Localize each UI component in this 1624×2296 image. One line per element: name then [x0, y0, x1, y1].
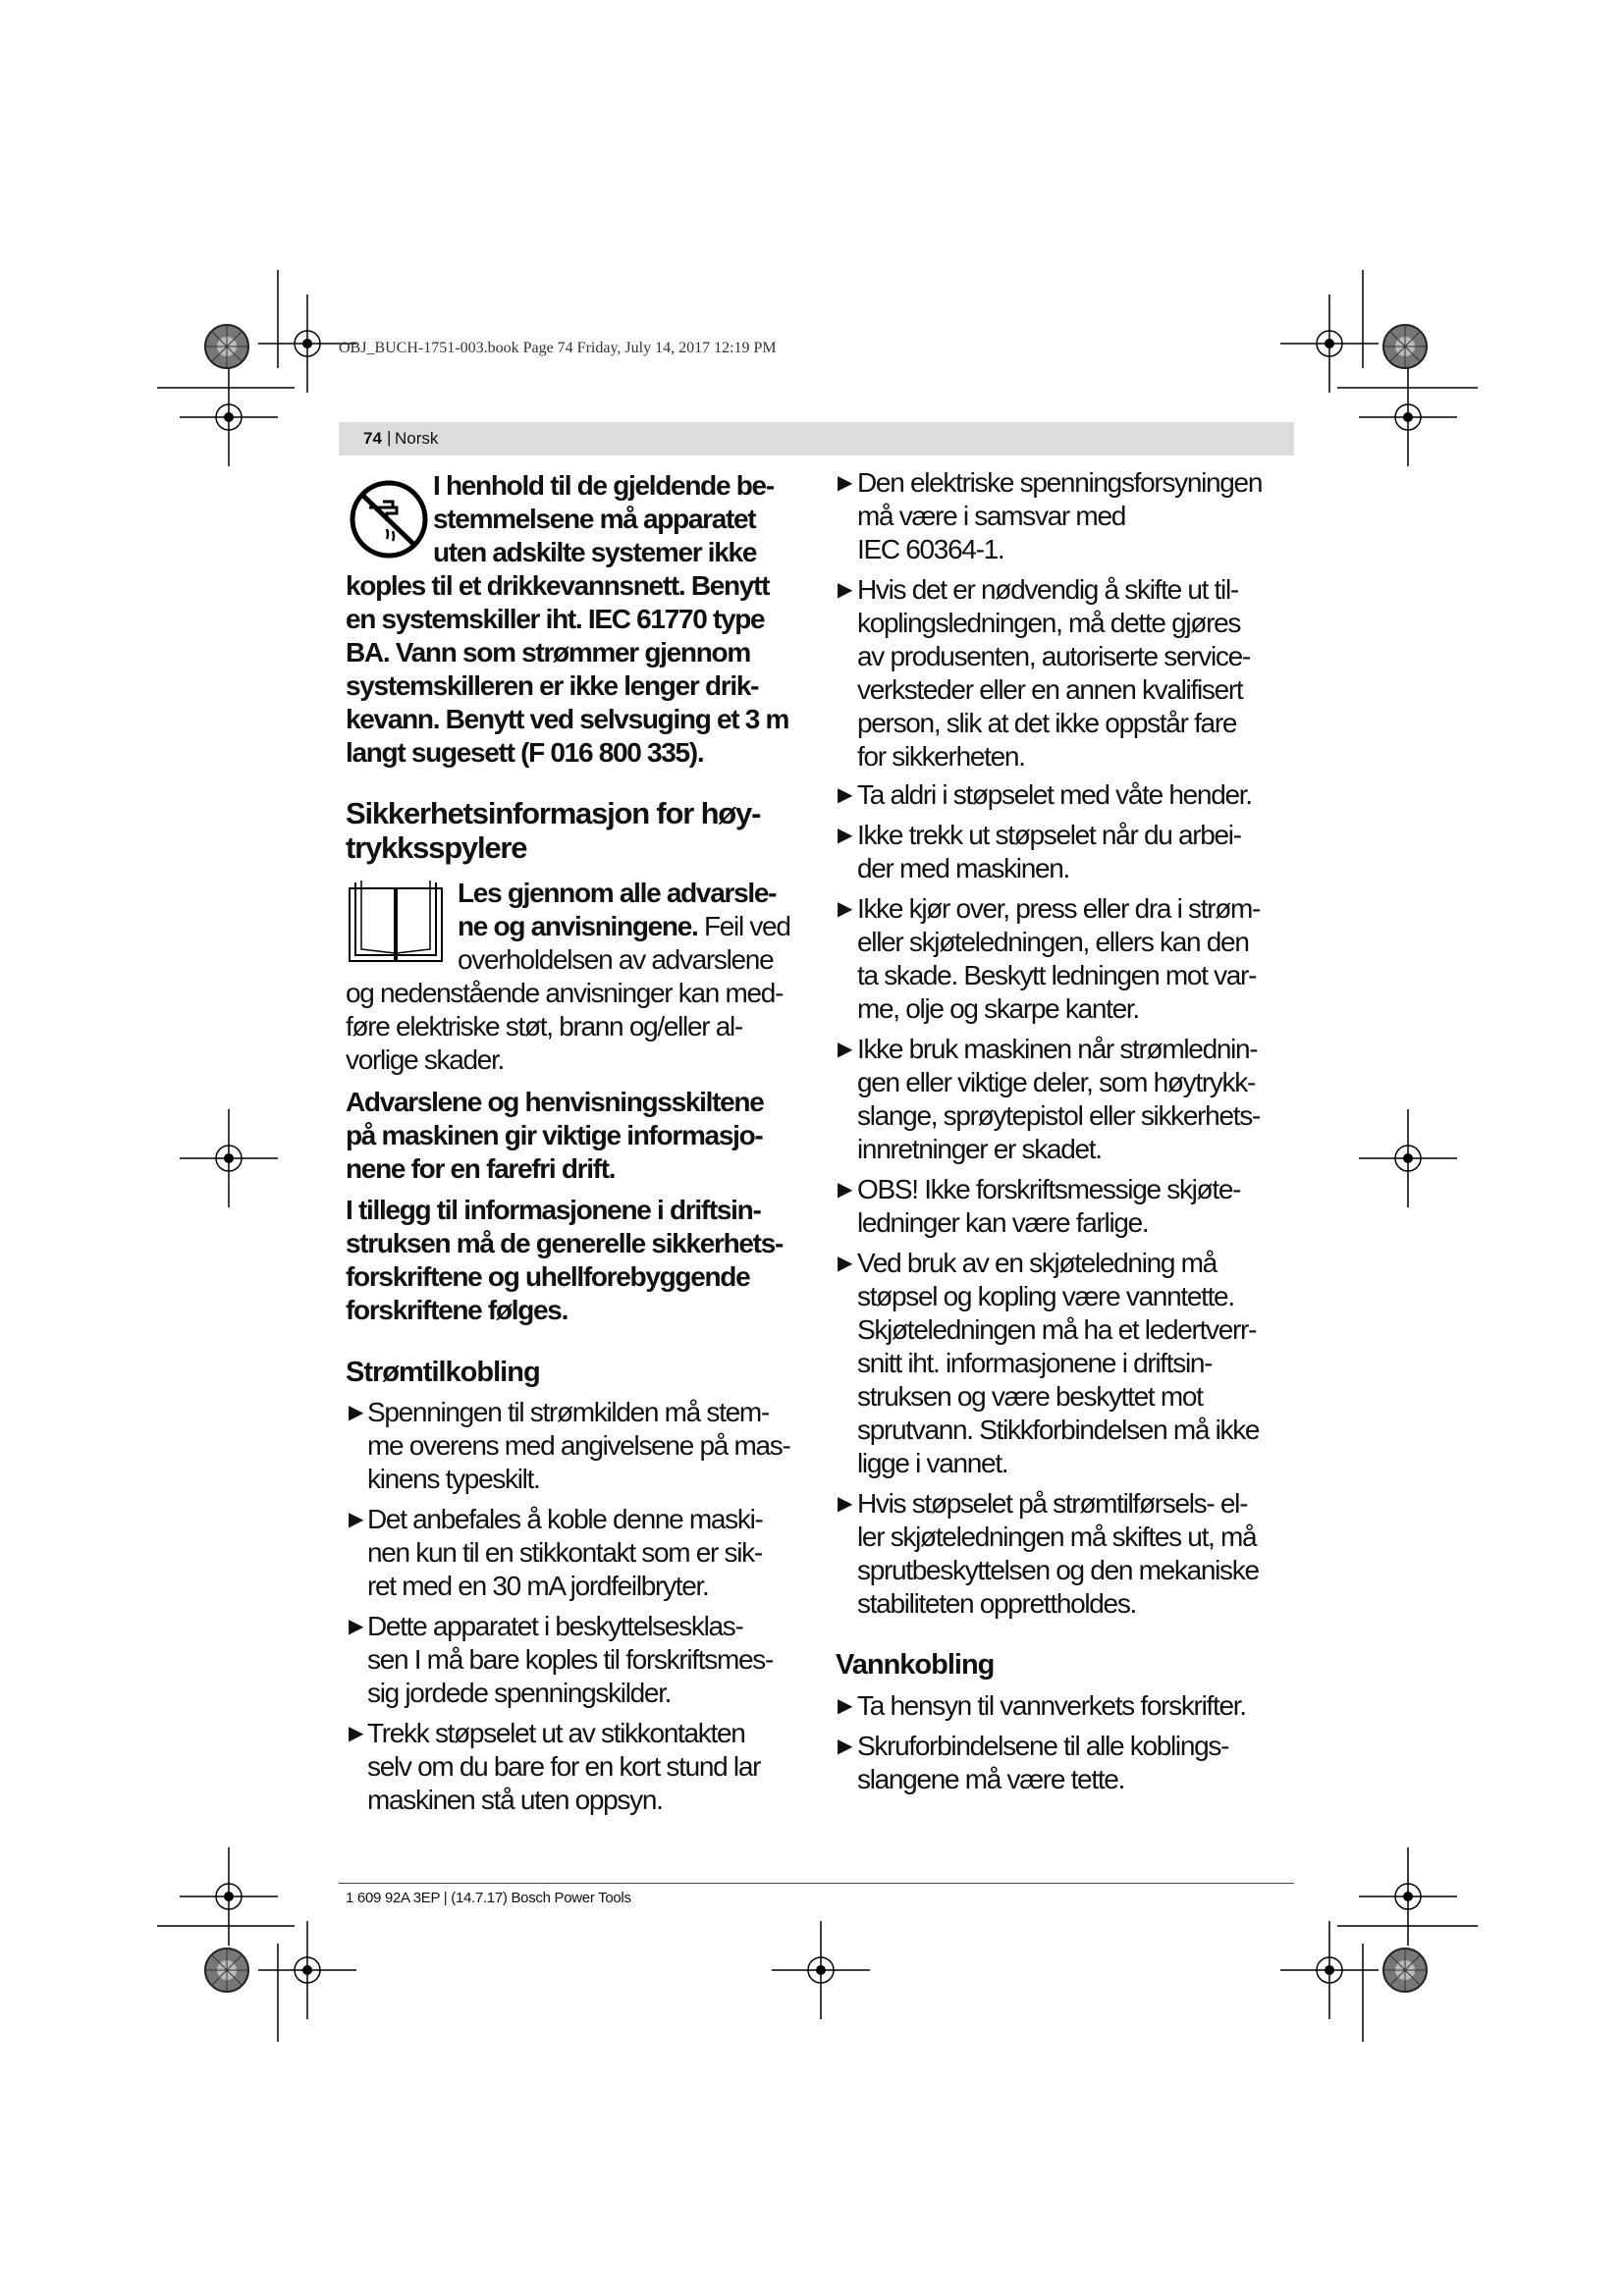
read-instructions-line: overholdelsen av advarslene [458, 944, 774, 975]
list-item-line: ler skjøteledningen må skiftes ut, må [857, 1522, 1257, 1552]
section-heading: Vannkobling [836, 1649, 995, 1681]
list-item-line: verksteder eller en annen kvalifisert [857, 674, 1243, 705]
list-item-line: Ta aldri i støpselet med våte hender. [857, 779, 1252, 810]
list-item-line: IEC 60364-1. [857, 534, 1004, 564]
list-item-line: struksen og være beskyttet mot [857, 1381, 1203, 1412]
read-instructions-line: føre elektriske støt, brann og/eller al- [346, 1011, 742, 1041]
registration-cross-icon [1359, 368, 1457, 466]
registration-cross-icon [180, 368, 278, 466]
warning-line: en systemskiller iht. IEC 61770 type [346, 604, 765, 634]
list-item-line: koplingsledningen, må dette gjøres [857, 608, 1241, 638]
list-item-line: sen I må bare koples til forskriftsmes- [367, 1644, 773, 1675]
list-item-line: Spenningen til strømkilden må stem- [367, 1397, 769, 1427]
bullet-marker: ▶ [838, 1253, 853, 1274]
warning-line: stemmelsene må apparatet [433, 504, 756, 534]
footer-text: 1 609 92A 3EP | (14.7.17) Bosch Power Tools [346, 1890, 631, 1906]
open-book-icon [346, 879, 446, 965]
warning-line: BA. Vann som strømmer gjennom [346, 637, 750, 667]
list-item-line: gen eller viktige deler, som høytrykk- [857, 1067, 1255, 1097]
warning-line: uten adskilte systemer ikke [433, 537, 757, 567]
list-item-line: Ta hensyn til vannverkets forskrifter. [857, 1690, 1246, 1721]
list-item-line: av produsenten, autoriserte service- [857, 641, 1250, 671]
registration-rosette-icon [205, 325, 248, 368]
list-item-line: Hvis støpselet på strømtilførsels- el- [857, 1488, 1248, 1519]
list-item-line: sig jordede spenningskilder. [367, 1678, 672, 1708]
list-item-line: maskinen stå uten oppsyn. [367, 1785, 663, 1815]
bold-paragraph-line: Advarslene og henvisningsskiltene [346, 1087, 764, 1117]
warning-line: systemskilleren er ikke lenger drik- [346, 670, 759, 701]
bold-paragraph-line: forskriftene og uhellforebyggende [346, 1261, 750, 1292]
read-instructions-line: Les gjennom alle advarsle- [458, 878, 777, 908]
header-separator: | [387, 428, 392, 447]
bullet-marker: ▶ [349, 1402, 364, 1423]
list-item-line: innretninger er skadet. [857, 1134, 1102, 1164]
list-item-line: stabiliteten opprettholdes. [857, 1588, 1137, 1619]
warning-line: I henhold til de gjeldende be- [433, 470, 774, 501]
bullet-marker: ▶ [838, 472, 853, 494]
bold-paragraph-line: forskriftene følges. [346, 1295, 568, 1325]
list-item-line: Skjøteledningen må ha et ledertverr- [857, 1314, 1257, 1345]
bold-paragraph-line: nene for en farefri drift. [346, 1153, 616, 1184]
list-item-line: me, olje og skarpe kanter. [857, 993, 1139, 1024]
registration-cross-icon [1359, 1847, 1457, 1946]
read-instructions-line: og nedenstående anvisninger kan med- [346, 978, 784, 1008]
bullet-marker: ▶ [838, 1039, 853, 1060]
registration-cross-icon [258, 1921, 356, 2019]
bullet-marker: ▶ [838, 1695, 853, 1717]
list-item-line: Ikke kjør over, press eller dra i strøm- [857, 893, 1261, 924]
list-item-line: Den elektriske spenningsforsyningen [857, 467, 1263, 498]
bold-paragraph-line: I tillegg til informasjonene i driftsin- [346, 1195, 761, 1225]
list-item-line: Ved bruk av en skjøteledning må [857, 1248, 1217, 1278]
list-item-line: Dette apparatet i beskyttelsesklas- [367, 1611, 743, 1641]
bullet-marker: ▶ [349, 1509, 364, 1530]
header-language: Norsk [395, 429, 439, 448]
registration-rosette-icon [1383, 1949, 1427, 1992]
list-item-line: nen kun til en stikkontakt som er sik- [367, 1537, 762, 1568]
warning-line: langt sugesett (F 016 800 335). [346, 737, 704, 768]
registration-cross-icon [1359, 1109, 1457, 1207]
list-item-line: person, slik at det ikke oppstår fare [857, 708, 1237, 738]
list-item-line: sprutbeskyttelsen og den mekaniske [857, 1555, 1259, 1585]
warning-line: koples til et drikkevannsnett. Benytt [346, 570, 770, 601]
list-item-line: Ikke trekk ut støpselet når du arbei- [857, 820, 1241, 850]
registration-rosette-icon [205, 1949, 248, 1992]
list-item-line: Skruforbindelsene til alle koblings- [857, 1731, 1229, 1761]
list-item-line: sprutvann. Stikkforbindelsen må ikke [857, 1415, 1260, 1445]
read-instructions-rest: Feil ved [697, 911, 790, 941]
bold-paragraph-line: struksen må de generelle sikkerhets- [346, 1228, 783, 1258]
list-item-line: Hvis det er nødvendig å skifte ut til- [857, 574, 1238, 605]
read-instructions-line [458, 910, 790, 943]
list-item-line: må være i samsvar med [857, 501, 1125, 531]
warning-line: kevann. Benytt ved selvsuging et 3 m [346, 704, 789, 734]
list-item-line: for sikkerheten. [857, 741, 1025, 772]
list-item-line: selv om du bare for en kort stund lar [367, 1751, 761, 1782]
registration-cross-icon [180, 1109, 278, 1207]
registration-cross-icon [180, 1847, 278, 1946]
list-item-line: der med maskinen. [857, 853, 1070, 883]
bullet-marker: ▶ [838, 1493, 853, 1515]
list-item-line: ligge i vannet. [857, 1448, 1008, 1478]
bullet-marker: ▶ [838, 898, 853, 920]
registration-cross-icon [772, 1921, 870, 2019]
list-item-line: snitt iht. informasjonene i driftsin- [857, 1348, 1213, 1378]
section-heading: Sikkerhetsinformasjon for høy- [346, 796, 761, 830]
bullet-marker: ▶ [349, 1723, 364, 1744]
page-header [339, 422, 1294, 455]
list-item-line: me overens med angivelsene på mas- [367, 1430, 790, 1461]
list-item-line: Det anbefales å koble denne maski- [367, 1504, 763, 1534]
list-item-line: støpsel og kopling være vanntette. [857, 1281, 1234, 1311]
page-number: 74 [363, 429, 382, 448]
read-instructions-bold: ne og anvisningene. [458, 911, 698, 941]
list-item-line: ledninger kan være farlige. [857, 1207, 1149, 1238]
list-item-line: ret med en 30 mA jordfeilbryter. [367, 1571, 709, 1601]
list-item-line: ta skade. Beskytt ledningen mot var- [857, 960, 1257, 990]
registration-cross-icon [1280, 294, 1379, 393]
bullet-marker: ▶ [838, 579, 853, 601]
list-item-line: OBS! Ikke forskriftsmessige skjøte- [857, 1174, 1241, 1204]
list-item-line: slange, sprøytepistol eller sikkerhets- [857, 1100, 1260, 1131]
read-instructions-line: vorlige skader. [346, 1044, 505, 1075]
footer-rule [339, 1883, 1294, 1884]
registration-cross-icon [1280, 1921, 1379, 2019]
section-heading: trykksspylere [346, 830, 527, 865]
bullet-marker: ▶ [838, 1735, 853, 1757]
list-item-line: Ikke bruk maskinen når strømlednin- [857, 1034, 1258, 1064]
list-item-line: slangene må være tette. [857, 1764, 1125, 1794]
bullet-marker: ▶ [838, 784, 853, 806]
file-slug-line: OBJ_BUCH-1751-003.book Page 74 Friday, July 14, 2017 12:19 PM [339, 340, 777, 356]
list-item-line: kinens typeskilt. [367, 1464, 540, 1494]
registration-rosette-icon [1383, 325, 1427, 368]
bullet-marker: ▶ [349, 1616, 364, 1637]
bold-paragraph-line: på maskinen gir viktige informasjo- [346, 1120, 763, 1150]
section-heading: Strømtilkobling [346, 1357, 540, 1388]
no-drinking-water-connection-icon [348, 478, 430, 561]
bullet-marker: ▶ [838, 1179, 853, 1201]
bullet-marker: ▶ [838, 825, 853, 846]
list-item-line: eller skjøteledningen, ellers kan den [857, 927, 1249, 957]
list-item-line: Trekk støpselet ut av stikkontakten [367, 1718, 745, 1748]
